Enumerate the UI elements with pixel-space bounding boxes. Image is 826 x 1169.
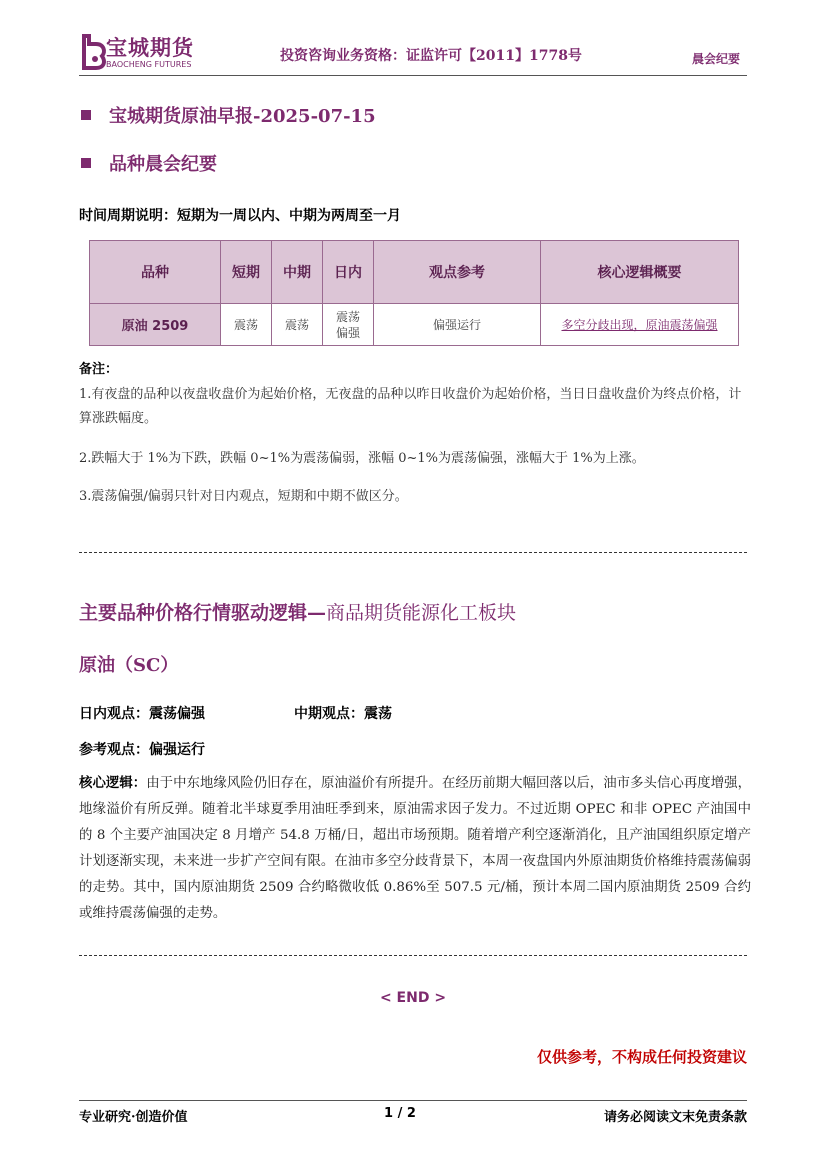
main-section-title (79, 598, 516, 625)
table-header-cell: 品种 (90, 241, 221, 304)
note-item-1: 1.有夜盘的品种以夜盘收盘价为起始价格，无夜盘的品种以昨日收盘价为起始价格，当日日盘收盘价为终点价格，计算涨跌幅度。 (79, 387, 742, 426)
table-cell-short: 震荡 (221, 304, 272, 346)
report-title: 宝城期货原油早报-2025-07-15 (81, 102, 376, 128)
logo-chinese-name: 宝城期货 (106, 35, 194, 60)
section-divider (79, 552, 747, 553)
disclaimer: 仅供参考，不构成任何投资建议 (536, 1048, 747, 1066)
summary-table (89, 240, 739, 346)
table-header-cell: 观点参考 (374, 241, 541, 304)
note-item-3: 3.震荡偏强/偏弱只针对日内观点，短期和中期不做区分。 (79, 489, 408, 504)
bullet-square-icon (81, 110, 91, 120)
main-section-title-bold: 主要品种价格行情驱动逻辑— (79, 602, 327, 624)
table-cell-view: 偏强运行 (374, 304, 541, 346)
header-divider (79, 75, 747, 76)
table-header-cell: 核心逻辑概要 (541, 241, 739, 304)
table-row (90, 304, 739, 346)
table-header-cell: 中期 (272, 241, 323, 304)
intraday-view: 日内观点：震荡偏强 (79, 706, 205, 722)
page-number: 1 / 2 (384, 1106, 416, 1121)
table-header-cell: 短期 (221, 241, 272, 304)
footer-slogan: 专业研究·创造价值 (79, 1110, 188, 1125)
logo-english-name: BAOCHENG FUTURES (106, 60, 192, 69)
footer-divider (79, 1100, 747, 1101)
header-section-label: 晨会纪要 (692, 52, 741, 66)
end-mark: < END > (379, 990, 447, 1006)
period-note: 时间周期说明：短期为一周以内、中期为两周至一月 (79, 208, 401, 224)
main-section-title-light: 商品期货能源化工板块 (326, 602, 517, 624)
table-header-cell: 日内 (323, 241, 374, 304)
logo (80, 30, 210, 74)
table-cell-logic (541, 304, 739, 346)
bullet-square-icon (81, 158, 91, 168)
end-divider (79, 955, 747, 956)
section-title: 品种晨会纪要 (81, 150, 217, 176)
footer-disclaimer-note: 请务必阅读文末免责条款 (603, 1110, 747, 1125)
table-header-row (90, 241, 739, 304)
commodity-title: 原油（SC） (79, 655, 179, 676)
core-logic-text: 由于中东地缘风险仍旧存在，原油溢价有所提升。在经历前期大幅回落以后，油市多头信心再度增强，地缘溢价有所反弹。随着北半球夏季用油旺季到来，原油需求因子发力。不过近期 OPEC 和非 OPEC 产油国中的 8 个主要产油国决定 8 月增产 54.8 万桶/日，超出市场预期。随着增产利空逐渐消化，且产油国组织原定增产计划逐渐实现，未来进一步扩产空间有限。在油市多空分歧背景下，本周一夜盘国内外原油期货价格维持震荡偏弱的走势。其中，国内原油期货 2509 合约略微收低 0.86%至 507.5 元/桶，预计本周二国内原油期货 2509 合约或维持震荡偏强的走势。 (79, 776, 752, 921)
logo-mark-icon (80, 32, 108, 72)
table-cell-mid: 震荡 (272, 304, 323, 346)
notes-title: 备注： (79, 362, 119, 377)
reference-view: 参考观点：偏强运行 (79, 742, 205, 758)
note-item-2: 2.跌幅大于 1%为下跌，跌幅 0~1%为震荡偏弱，涨幅 0~1%为震荡偏强，涨幅大于 1%为上涨。 (79, 451, 645, 466)
midterm-view: 中期观点：震荡 (294, 706, 392, 722)
core-logic-paragraph (79, 770, 751, 927)
table-cell-variety: 原油 2509 (90, 304, 221, 346)
core-logic-label: 核心逻辑： (79, 775, 147, 791)
license-text: 投资咨询业务资格：证监许可【2011】1778号 (280, 48, 582, 64)
logic-summary-link[interactable]: 多空分歧出现，原油震荡偏强 (561, 318, 718, 332)
table-cell-intraday: 震荡偏强 (323, 304, 374, 346)
